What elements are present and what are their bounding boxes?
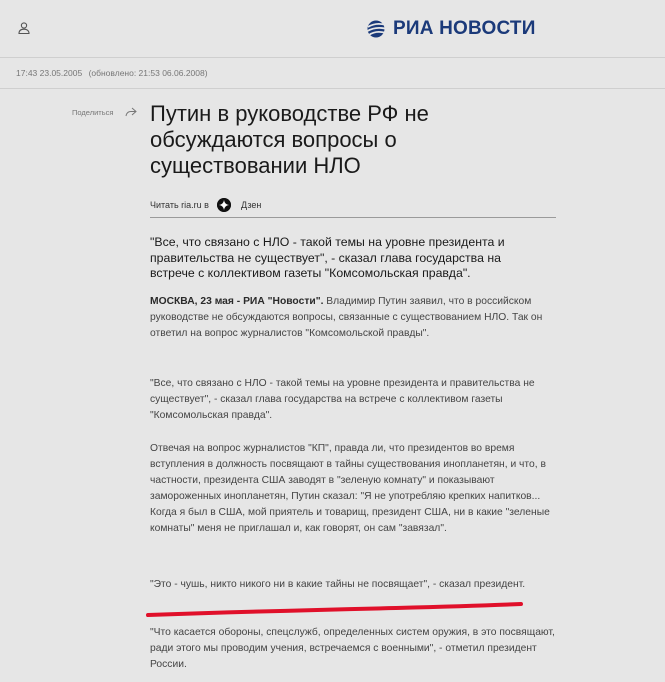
share-arrow-icon — [125, 107, 137, 117]
red-underline-annotation — [146, 601, 526, 621]
read-label: Читать ria.ru в — [150, 200, 209, 210]
dzen-label: Дзен — [240, 200, 262, 210]
share-button[interactable] — [72, 107, 137, 117]
dateline: МОСКВА, 23 мая - РИА "Новости". — [150, 296, 324, 307]
ria-logo[interactable] — [366, 17, 536, 41]
publish-dates — [16, 68, 208, 78]
article-paragraph-3: Отвечая на вопрос журналистов "КП", правда ли, что президентов во время вступления в должность посвящают в тайны существования инопланетян, и что, в частности, президента США заводят в "зеленую комнату" и показывают замороженных инопланетян, Путин сказал: "Я не употребляю крепких напитков... Когда я был в США, мой приятель и товарищ, президент США, ни в какие "зеленые комнаты" меня не приглашал и, как говорят, он сам "завязал". — [150, 443, 550, 534]
meta-divider — [0, 88, 665, 89]
published-date: 17:43 23.05.2005 — [16, 68, 83, 78]
ria-logo-icon — [366, 19, 388, 39]
share-label: Поделиться — [72, 107, 114, 117]
dzen-icon — [217, 198, 231, 212]
article-paragraph-5: "Что касается обороны, спецслужб, определенных систем оружия, в это посвящают, ради этого мы проводим учения, встречаемся с военными", - отметил президент России. — [150, 627, 555, 670]
paragraph-1-text: Владимир Путин заявил, что в российском руководстве не обсуждаются вопросы, связанные с существованием НЛО. Так он ответил на вопрос журналистов "Комсомольской правды". — [150, 296, 543, 339]
article-lead: "Все, что связано с НЛО - такой темы на уровне президента и правительства не существует", - сказал глава государства на встрече с коллективом газеты "Комсомольская правда". — [150, 235, 505, 280]
site-header — [0, 0, 665, 58]
updated-date: (обновлено: 21:53 06.06.2008) — [88, 68, 208, 78]
logo-text: РИА НОВОСТИ — [393, 18, 536, 39]
user-icon[interactable] — [17, 21, 31, 35]
article-paragraph-4: "Это - чушь, никто никого ни в какие тайны не посвящает", - сказал президент. — [150, 579, 526, 590]
dzen-link[interactable] — [217, 198, 261, 212]
article-title: Путин в руководстве РФ не обсуждаются вопросы о существовании НЛО — [150, 101, 429, 178]
article-paragraph-1 — [150, 294, 560, 342]
read-divider — [150, 217, 556, 218]
read-in-dzen — [150, 198, 261, 212]
article-paragraph-2: "Все, что связано с НЛО - такой темы на уровне президента и правительства не существует", - сказал глава государства на встрече с коллективом газеты "Комсомольская правда". — [150, 378, 535, 421]
